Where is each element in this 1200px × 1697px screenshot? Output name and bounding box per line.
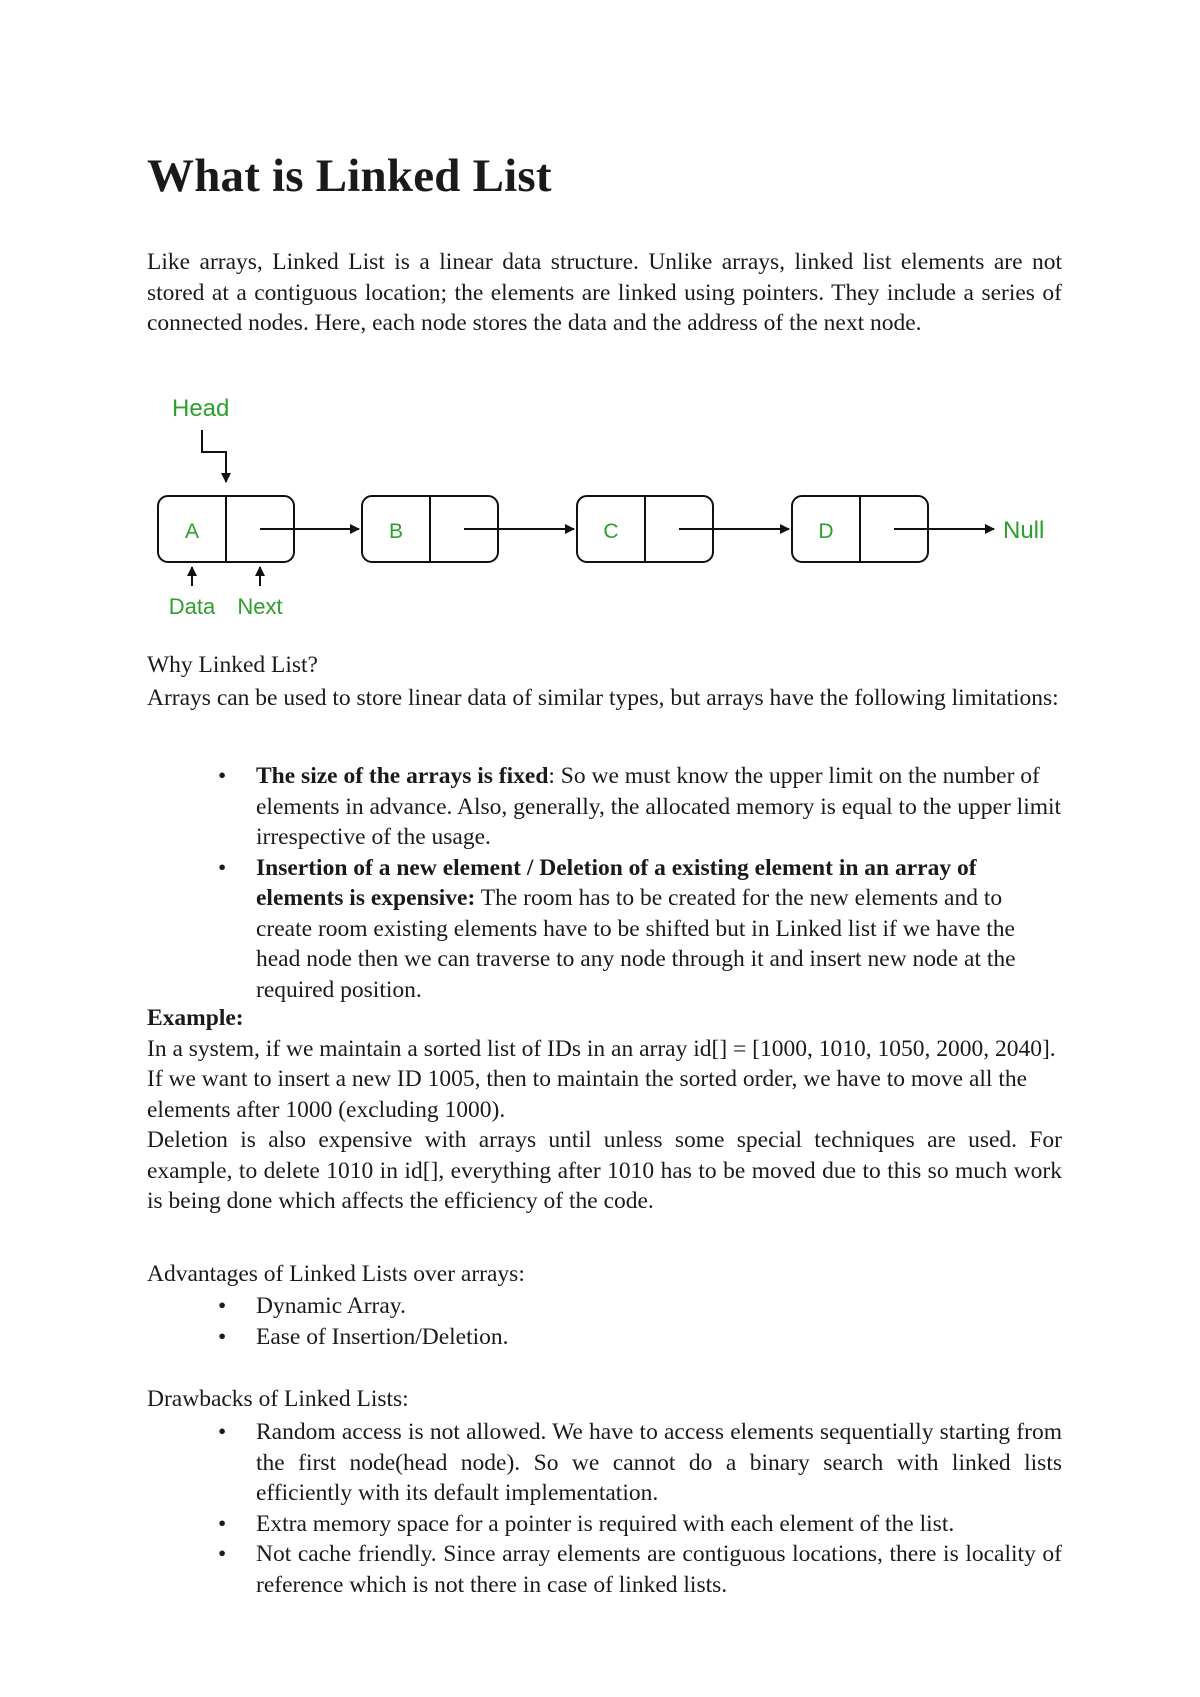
- example-heading: Example:: [147, 1005, 244, 1031]
- bullet-icon: •: [218, 1323, 227, 1350]
- list-item: [218, 761, 1062, 853]
- drawbacks-heading: Drawbacks of Linked Lists:: [147, 1386, 409, 1412]
- list-item: [218, 1417, 1062, 1509]
- list-item-text: Random access is not allowed. We have to access elements sequentially starting from the first node(head node). So we cannot do a binary search with linked lists efficiently with its default implementation.: [256, 1419, 1062, 1506]
- bullet-icon: •: [218, 1510, 227, 1537]
- head-label: Head: [172, 395, 230, 422]
- bullet-icon: •: [218, 1419, 227, 1445]
- limitation-title: The size of the arrays is fixed: [256, 763, 549, 789]
- limitation-text: The room has to be created for the new elements and to create room existing elements have to be shifted but in Linked list if we have the head node then we can traverse to any node through it and insert new node at the required position.: [256, 885, 1016, 1003]
- bullet-icon: •: [218, 854, 227, 881]
- node-data-label: D: [818, 520, 834, 543]
- node-data-label: C: [603, 520, 619, 543]
- bullet-icon: •: [218, 1293, 227, 1319]
- list-item-text: Ease of Insertion/Deletion.: [256, 1323, 509, 1350]
- null-label: Null: [1003, 517, 1045, 544]
- list-item-text: Not cache friendly. Since array elements are contiguous locations, there is locality of reference which is not there in case of linked lists.: [256, 1541, 1062, 1598]
- data-field-label: Data: [168, 594, 216, 619]
- list-item: [218, 1539, 1062, 1600]
- example-line: If we want to insert a new ID 1005, then to maintain the sorted order, we have to move all the elements after 1000 (excluding 1000).: [147, 1066, 1028, 1123]
- example-line: Deletion is also expensive with arrays until unless some special techniques are used. For example, to delete 1010 in id[], everything after 1010 has to be moved due to this so much work is being done which affects the efficiency of the code.: [147, 1127, 1062, 1214]
- list-item: [218, 853, 1062, 1006]
- intro-paragraph: Like arrays, Linked List is a linear data structure. Unlike arrays, linked list elements are not stored at a contiguous location; the elements are linked using pointers. They include a series of connected nodes. Here, each node stores the data and the address of the next node.: [147, 249, 1062, 336]
- advantages-heading: Advantages of Linked Lists over arrays:: [147, 1261, 525, 1287]
- limitation-text: : So we must know the upper limit on the number of elements in advance. Also, generally, the allocated memory is equal to the upper limit irrespective of the usage.: [256, 763, 1062, 850]
- bullet-icon: •: [218, 1541, 227, 1567]
- example-line: In a system, if we maintain a sorted list of IDs in an array id[] = [1000, 1010, 1050, 2000, 2040].: [147, 1035, 1056, 1062]
- limitation-title: Insertion of a new element / Deletion of a existing element in an array of elements is expensive:: [256, 854, 977, 911]
- list-item: [218, 1291, 1062, 1322]
- next-field-label: Next: [237, 594, 283, 619]
- linked-list-diagram: [150, 390, 1070, 630]
- why-heading: Why Linked List?: [147, 652, 318, 678]
- limitations-list: [218, 761, 1062, 1005]
- node-data-label: B: [388, 520, 404, 543]
- list-item: [218, 1322, 1062, 1353]
- list-item: [218, 1509, 1062, 1540]
- bullet-icon: •: [218, 763, 227, 789]
- list-item-text: Dynamic Array.: [256, 1293, 406, 1319]
- list-item-text: Extra memory space for a pointer is required with each element of the list.: [256, 1510, 955, 1537]
- advantages-list: [218, 1291, 1062, 1352]
- head-pointer-arrow: [202, 430, 226, 482]
- arrays-limitations-intro: Arrays can be used to store linear data of similar types, but arrays have the following limitations:: [147, 685, 1059, 711]
- drawbacks-list: [218, 1417, 1062, 1600]
- example-section: [147, 1003, 1062, 1217]
- page-title: What is Linked List: [147, 150, 552, 202]
- node-data-label: A: [184, 520, 200, 543]
